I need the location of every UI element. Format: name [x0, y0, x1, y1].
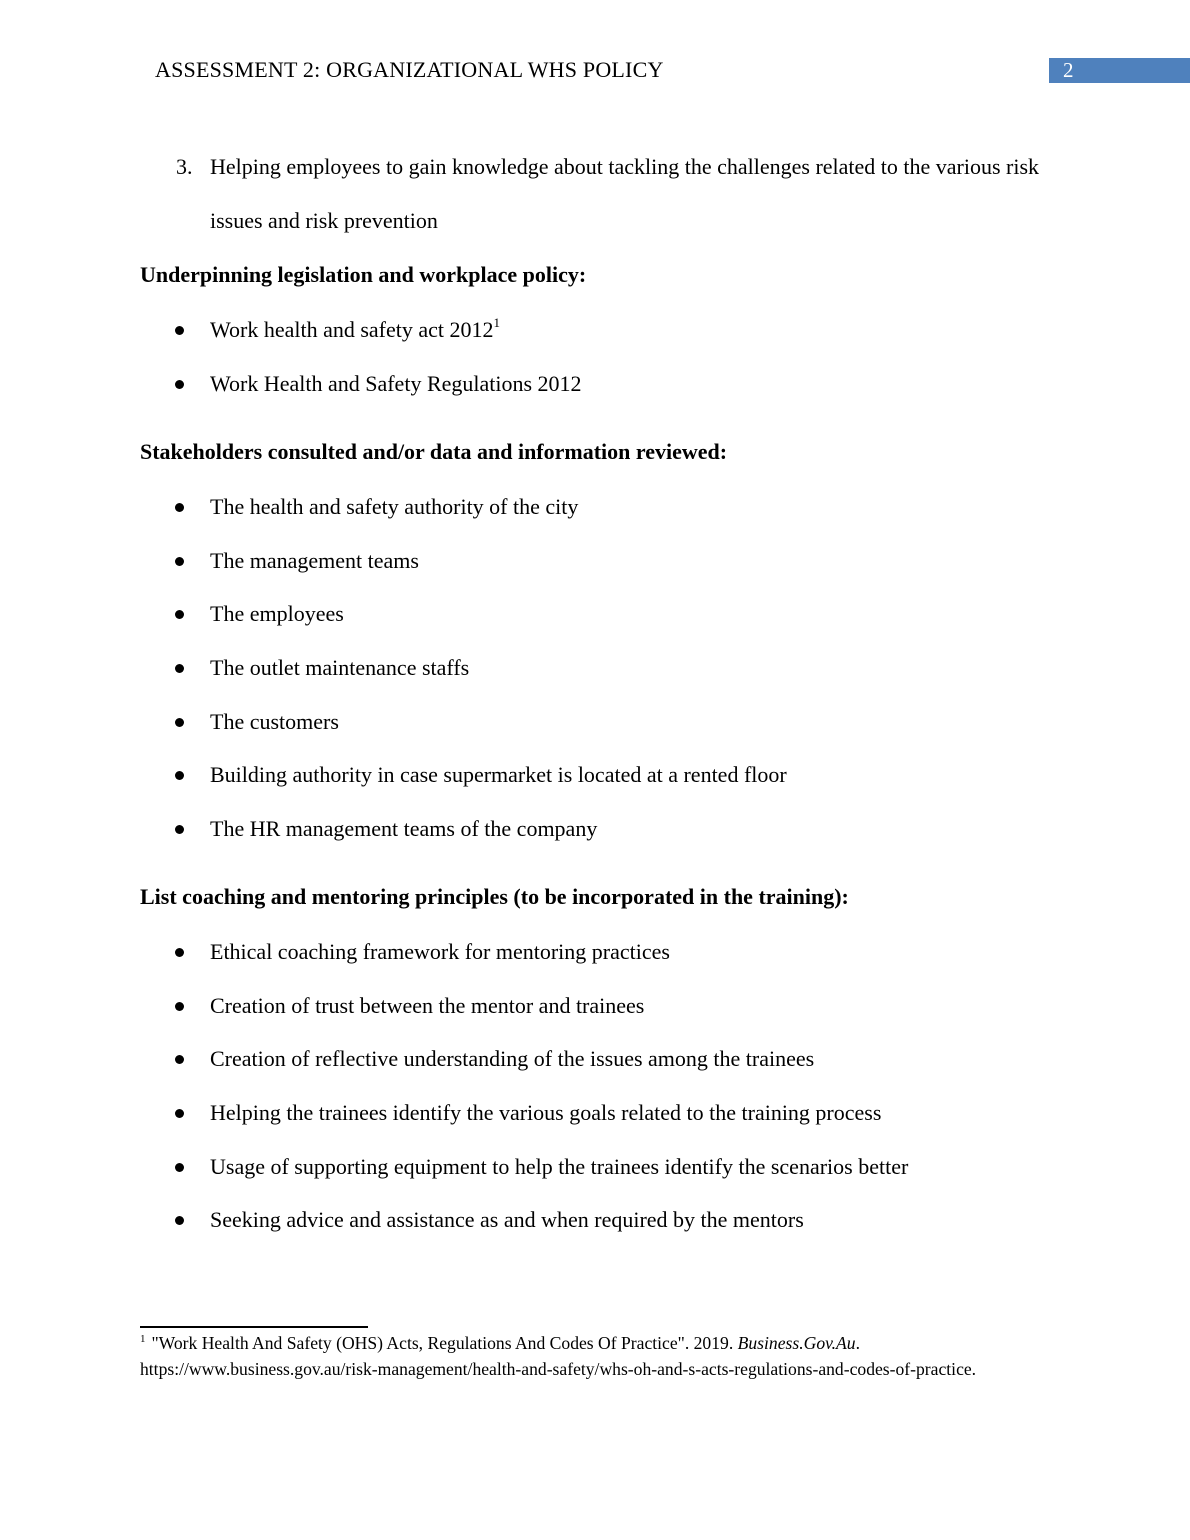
heading-coaching: List coaching and mentoring principles (to be incorporated in the training): — [140, 884, 849, 909]
footnote-text: "Work Health And Safety (OHS) Acts, Regulations And Codes Of Practice". 2019. — [151, 1333, 734, 1353]
list-item-text: The customers — [210, 708, 339, 734]
heading-stakeholders: Stakeholders consulted and/or data and information reviewed: — [140, 439, 728, 464]
list-item-text: Creation of reflective understanding of the issues among the trainees — [210, 1046, 815, 1072]
list-item-text: The employees — [210, 601, 344, 627]
list-item-text: Seeking advice and assistance as and when required by the mentors — [210, 1207, 804, 1233]
list-item-text: The health and safety authority of the city — [210, 494, 579, 519]
footnote-source: Business.Gov.Au — [737, 1333, 856, 1353]
bullet-icon — [175, 610, 184, 619]
bullet-icon — [175, 503, 184, 512]
list-number: 3. — [176, 154, 193, 179]
list-item-text: Creation of trust between the mentor and trainees — [210, 992, 645, 1018]
footnote-url[interactable]: https://www.business.gov.au/risk-management/health-and-safety/whs-oh-and-s-acts-regulations-and-codes-of-practice. — [140, 1358, 977, 1379]
list-item-text: Ethical coaching framework for mentoring practices — [210, 939, 670, 964]
list-item-text: Usage of supporting equipment to help the trainees identify the scenarios better — [210, 1153, 909, 1179]
bullet-icon — [175, 948, 184, 957]
list-item-text: Work Health and Safety Regulations 2012 — [210, 370, 582, 396]
footnote: $^1$ "Work Health And Safety (OHS) Acts, Regulations And Codes Of Practice". 2019. Business.Gov.Au. https://www.business.gov.au/risk-management/health-and-safety/whs-oh-and-s-acts-regulations-and-codes-of-practice. — [140, 1332, 1048, 1380]
heading-legislation: Underpinning legislation and workplace policy: — [140, 262, 587, 287]
bullet-icon — [175, 771, 184, 780]
header-title: ASSESSMENT 2: ORGANIZATIONAL WHS POLICY — [155, 57, 664, 82]
list-item-text: Helping the trainees identify the various goals related to the training process — [210, 1100, 882, 1126]
bullet-icon — [175, 718, 184, 727]
footnote-ref[interactable]: 1 — [493, 314, 501, 330]
list-item-text: Work health and safety act 2012 — [210, 317, 494, 342]
page-number: 2 — [1049, 58, 1190, 83]
list-item-text: The management teams — [210, 547, 419, 573]
list-item-text: The outlet maintenance staffs — [210, 655, 470, 681]
bullet-icon — [175, 557, 184, 566]
list-item-text: Building authority in case supermarket is located at a rented floor — [210, 762, 787, 788]
bullet-icon — [175, 1109, 184, 1118]
list-item-text: The HR management teams of the company — [210, 816, 598, 842]
bullet-icon — [175, 380, 184, 389]
bullet-icon — [175, 1002, 184, 1011]
bullet-icon — [175, 1216, 184, 1225]
bullet-icon — [175, 664, 184, 673]
footnote-separator — [140, 1326, 368, 1328]
bullet-icon — [175, 825, 184, 834]
list-item-text: Helping employees to gain knowledge about tackling the challenges related to the various risk issues and risk prevention — [210, 154, 1040, 233]
bullet-icon — [175, 1163, 184, 1172]
bullet-icon — [175, 326, 184, 335]
bullet-icon — [175, 1055, 184, 1064]
footnote-mark: 1 — [140, 1333, 146, 1345]
